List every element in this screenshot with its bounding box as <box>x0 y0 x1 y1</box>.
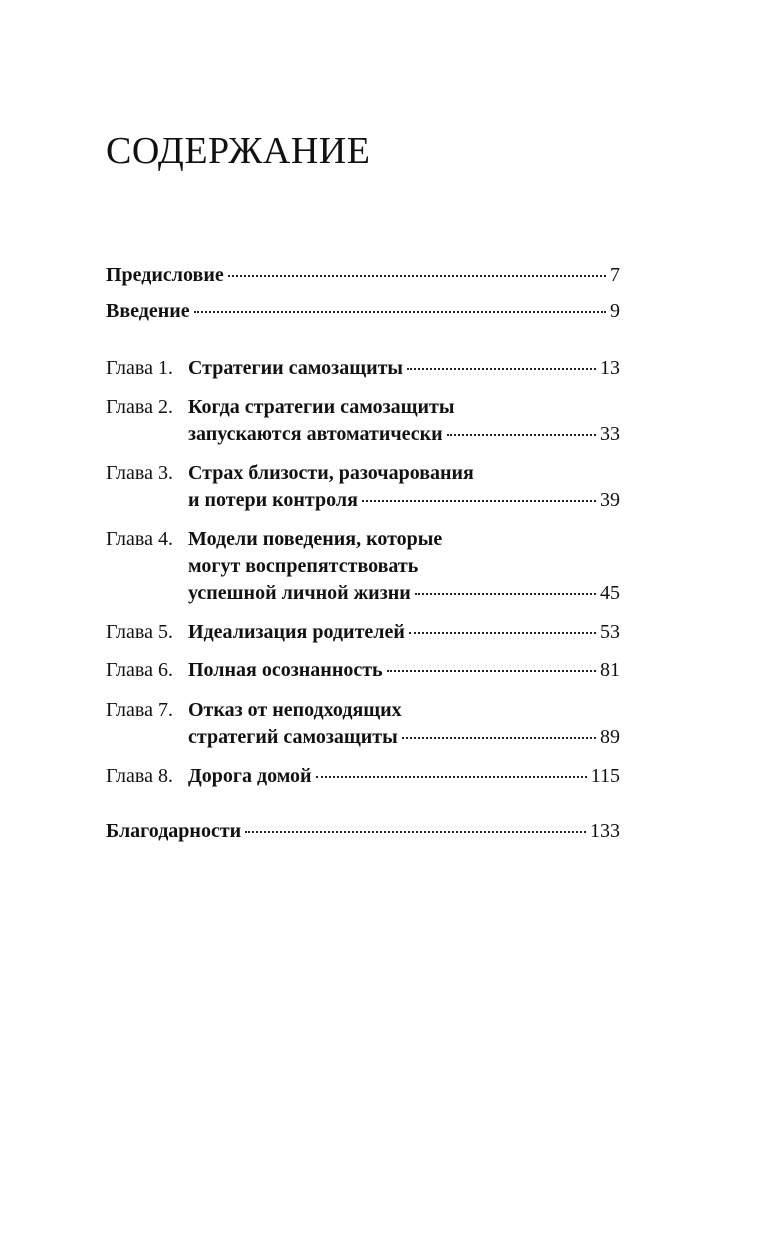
chapter-label: Глава 1. <box>106 357 173 379</box>
toc-entry-chapter-4[interactable] <box>106 526 620 607</box>
dot-leader <box>409 631 596 634</box>
entry-title-line-2: могут воспрепятствовать <box>188 555 419 577</box>
entry-title-line-2: стратегий самозащиты <box>188 726 398 748</box>
entry-title-line-2: запускаются автоматически <box>188 423 443 445</box>
toc-entry-intro[interactable] <box>106 298 620 325</box>
page-number: 81 <box>600 659 620 681</box>
toc-entry-chapter-3[interactable] <box>106 460 620 514</box>
entry-title-line-3: успешной личной жизни <box>188 582 411 604</box>
toc-entry-acknowledgements[interactable] <box>106 818 620 845</box>
dot-leader <box>387 669 596 672</box>
dot-leader <box>362 499 596 502</box>
entry-title: Благодарности <box>106 820 242 842</box>
page-number: 13 <box>600 357 620 379</box>
entry-title: Стратегии самозащиты <box>188 357 404 379</box>
chapter-label: Глава 4. <box>106 528 173 550</box>
page-number: 115 <box>590 765 620 787</box>
chapter-label: Глава 5. <box>106 621 173 643</box>
page-number: 33 <box>600 423 620 445</box>
toc-entry-chapter-6[interactable] <box>106 657 620 684</box>
toc-entry-chapter-1[interactable] <box>106 355 620 382</box>
page-title: СОДЕРЖАНИЕ <box>106 130 371 172</box>
page-number: 53 <box>600 621 620 643</box>
chapter-label: Глава 2. <box>106 396 173 418</box>
dot-leader <box>407 367 596 370</box>
page-number: 89 <box>600 726 620 748</box>
entry-title: Полная осознанность <box>188 659 383 681</box>
chapter-label: Глава 7. <box>106 699 173 721</box>
entry-title-line-1: Когда стратегии самозащиты <box>188 396 455 418</box>
entry-title: Предисловие <box>106 264 224 286</box>
page-number: 39 <box>600 489 620 511</box>
chapter-label: Глава 6. <box>106 659 173 681</box>
dot-leader <box>447 433 596 436</box>
toc-entry-chapter-8[interactable] <box>106 763 620 790</box>
chapter-label: Глава 3. <box>106 462 173 484</box>
toc-entry-chapter-5[interactable] <box>106 619 620 646</box>
entry-title-line-1: Отказ от неподходящих <box>188 699 402 721</box>
toc-entry-preface[interactable] <box>106 262 620 289</box>
dot-leader <box>245 830 586 833</box>
chapter-label: Глава 8. <box>106 765 173 787</box>
toc-entry-chapter-7[interactable] <box>106 697 620 751</box>
entry-title-line-1: Страх близости, разочарования <box>188 462 474 484</box>
entry-title: Введение <box>106 300 190 322</box>
entry-title-line-1: Модели поведения, которые <box>188 528 443 550</box>
dot-leader <box>415 592 596 595</box>
entry-title: Дорога домой <box>188 765 312 787</box>
dot-leader <box>402 736 596 739</box>
page-number: 45 <box>600 582 620 604</box>
dot-leader <box>194 310 606 313</box>
page-number: 133 <box>590 820 620 842</box>
entry-title-line-2: и потери контроля <box>188 489 358 511</box>
dot-leader <box>228 274 606 277</box>
dot-leader <box>316 775 587 778</box>
toc-entry-chapter-2[interactable] <box>106 394 620 448</box>
page-number: 7 <box>610 264 620 286</box>
page-number: 9 <box>610 300 620 322</box>
entry-title: Идеализация родителей <box>188 621 405 643</box>
